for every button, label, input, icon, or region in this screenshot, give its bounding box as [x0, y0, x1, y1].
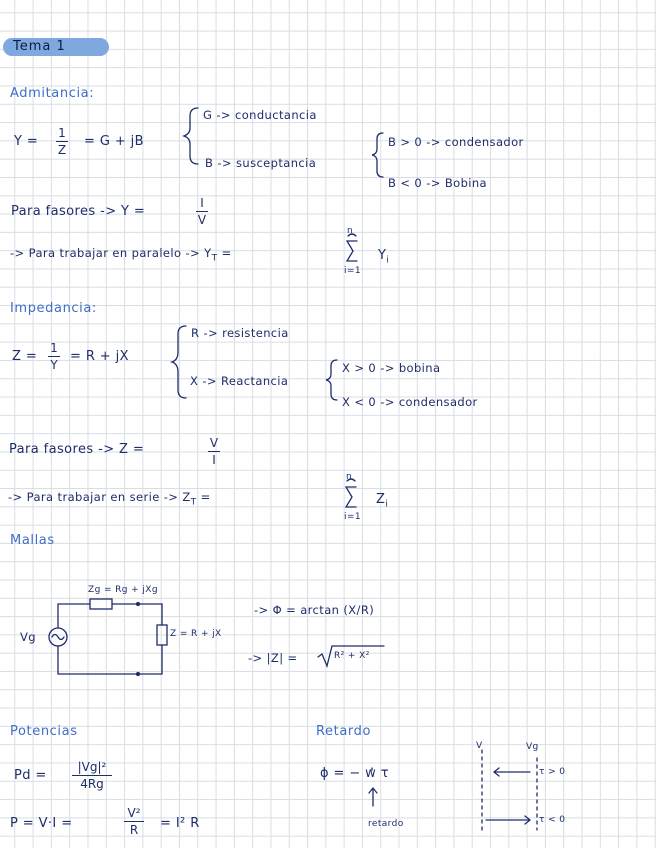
admitancia-lhs: Y =: [14, 134, 39, 149]
impedancia-num: 1: [50, 341, 58, 355]
impedancia-sum-top: n: [346, 472, 353, 482]
admitancia-fraction: [56, 126, 68, 157]
brace-reactancia: [326, 360, 337, 400]
retardo-eq: ϕ = − w τ: [320, 766, 389, 781]
potencias-p-den: R: [129, 823, 139, 837]
potencias-pd-den: 4Rg: [80, 777, 104, 791]
retardo-note: retardo: [368, 819, 404, 829]
topic-tag-label: Tema 1: [13, 39, 66, 54]
potencias-p-rhs: = I² R: [160, 816, 200, 831]
impedancia-den: Y: [50, 358, 58, 372]
mallas-sqrt-arg: R² + X²: [334, 651, 370, 661]
admitancia-sum-term: $Y_i$: [378, 248, 390, 266]
retardo-v: V: [476, 741, 483, 751]
admitancia-num: 1: [58, 126, 66, 140]
potencias-pd-num: |Vg|²: [77, 760, 107, 774]
retardo-arrow: [369, 788, 377, 806]
impedancia-sum-bottom: i=1: [344, 512, 361, 522]
impedancia-serie: -> Para trabajar en serie -> $Z_T$ =: [8, 490, 211, 508]
mallas-zg: Zg = Rg + jXg: [88, 585, 158, 595]
waveform-diagram: [482, 750, 537, 830]
retardo-tneg: τ < 0: [539, 815, 566, 825]
brace-impedancia: [172, 326, 186, 398]
potencias-pd-lhs: Pd =: [14, 768, 47, 783]
mallas-mod: -> |Z| =: [248, 651, 298, 665]
admitancia-b: B -> susceptancia: [205, 156, 317, 170]
admitancia-fasores-num: I: [200, 196, 204, 210]
impedancia-lhs: Z =: [12, 349, 38, 364]
impedancia-fraction: [48, 341, 60, 372]
mallas-z: Z = R + jX: [170, 629, 222, 639]
admitancia-fasores-fraction: [196, 196, 208, 227]
sigma-admitancia: [347, 241, 357, 261]
resistor-z: [157, 625, 167, 645]
potencias-pd-fraction: [72, 760, 112, 791]
admitancia-sum-top: n: [347, 226, 354, 236]
retardo-vg: Vg: [526, 742, 539, 752]
admitancia-bpos: B > 0 -> condensador: [388, 135, 524, 149]
impedancia-xpos: X > 0 -> bobina: [342, 361, 441, 375]
admitancia-paralelo: -> Para trabajar en paralelo -> $Y_T$ =: [10, 246, 232, 264]
heading-retardo: Retardo: [316, 724, 372, 739]
admitancia-fasores: Para fasores -> Y =: [11, 204, 146, 219]
admitancia-rhs: = G + jB: [84, 134, 144, 149]
sigma-impedancia: [346, 487, 356, 507]
impedancia-x: X -> Reactancia: [190, 374, 289, 388]
admitancia-sum-bottom: i=1: [344, 266, 361, 276]
impedancia-fasores: Para fasores -> Z =: [9, 442, 145, 457]
admitancia-g: G -> conductancia: [203, 108, 317, 122]
potencias-p-lhs: P = V·I =: [10, 816, 73, 831]
heading-impedancia: Impedancia:: [10, 301, 97, 316]
admitancia-den: Z: [57, 143, 67, 157]
potencias-p-fraction: [124, 806, 144, 837]
impedancia-fasores-fraction: [208, 436, 220, 467]
potencias-p-num: V²: [127, 806, 141, 820]
heading-potencias: Potencias: [10, 724, 78, 739]
impedancia-sum-term: $Z_i$: [376, 492, 389, 510]
brace-susceptancia: [372, 133, 383, 177]
circuit-diagram: [49, 599, 167, 676]
impedancia-r: R -> resistencia: [191, 326, 289, 340]
heading-admitancia: Admitancia:: [10, 86, 95, 101]
impedancia-xneg: X < 0 -> condensador: [342, 395, 478, 409]
brace-admitancia: [184, 108, 198, 164]
mallas-phi: -> Φ = arctan (X/R): [254, 603, 375, 617]
impedancia-fasores-den: I: [212, 453, 216, 467]
mallas-source: Vg: [20, 630, 36, 644]
impedancia-rhs: = R + jX: [70, 349, 129, 364]
admitancia-fasores-den: V: [197, 213, 207, 227]
retardo-tpos: τ > 0: [539, 767, 566, 777]
admitancia-bneg: B < 0 -> Bobina: [388, 176, 488, 190]
resistor-zg: [90, 599, 112, 609]
heading-mallas: Mallas: [10, 533, 55, 548]
impedancia-fasores-num: V: [209, 436, 219, 450]
